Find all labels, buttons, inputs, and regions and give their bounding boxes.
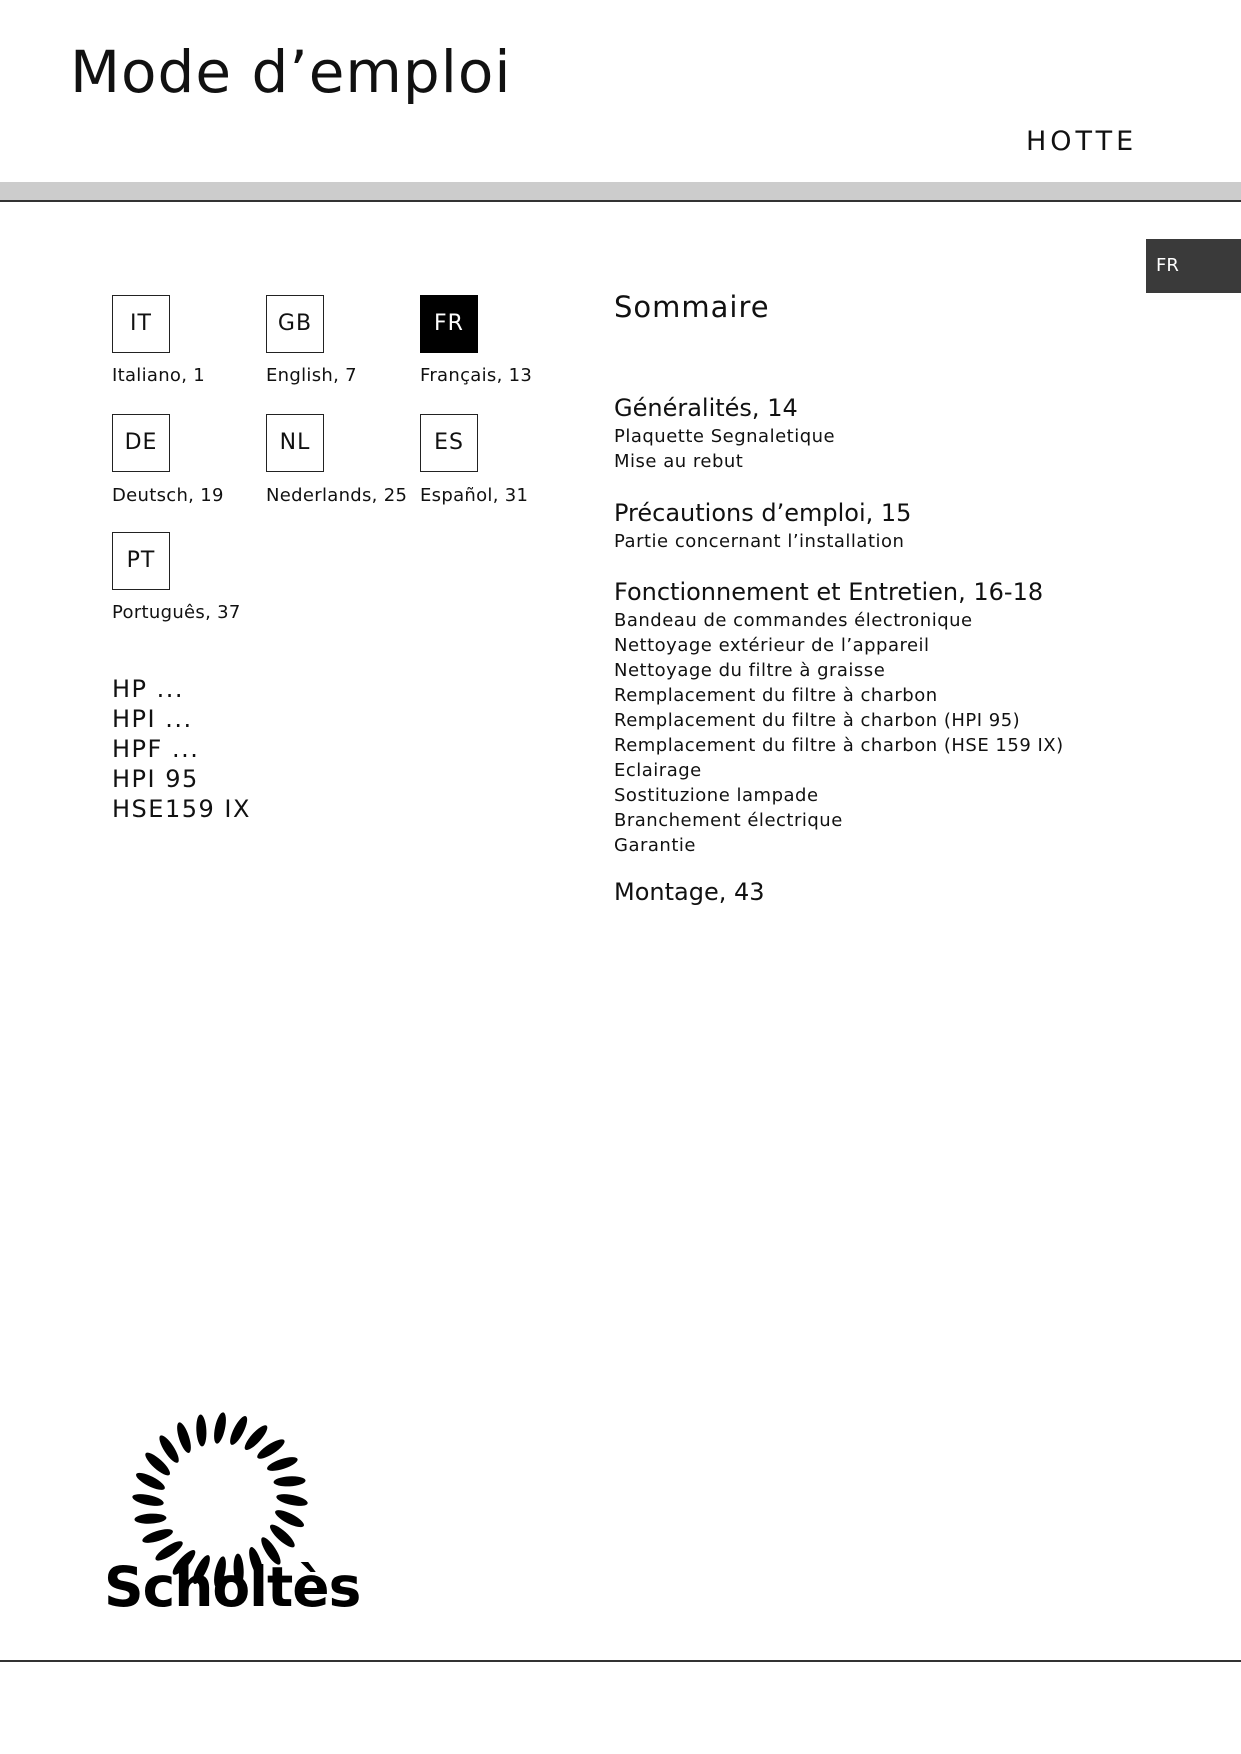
toc-title: Sommaire <box>614 290 770 324</box>
logo-ray <box>212 1411 228 1444</box>
toc-item[interactable]: Garantie <box>614 835 696 856</box>
logo-ray <box>174 1421 193 1455</box>
toc-section <box>614 576 1174 858</box>
lang-code-es[interactable]: ES <box>420 414 478 472</box>
model-name: HPI 95 <box>112 765 199 793</box>
toc-item[interactable]: Branchement électrique <box>614 810 843 831</box>
footer-rule <box>0 1660 1241 1662</box>
toc-section <box>614 497 1174 554</box>
logo-ray <box>131 1492 164 1508</box>
logo-ray <box>266 1454 300 1473</box>
language-tab: FR <box>1146 239 1241 293</box>
toc-item[interactable]: Nettoyage du filtre à graisse <box>614 660 886 681</box>
lang-code-it[interactable]: IT <box>112 295 170 353</box>
toc-heading[interactable]: Généralités, 14 <box>614 394 798 422</box>
toc-item[interactable]: Bandeau de commandes électronique <box>614 610 973 631</box>
toc-item[interactable]: Remplacement du filtre à charbon (HPI 95) <box>614 710 1021 731</box>
toc-heading[interactable]: Fonctionnement et Entretien, 16-18 <box>614 578 1044 606</box>
lang-code-pt[interactable]: PT <box>112 532 170 590</box>
toc-section <box>614 876 1174 908</box>
header-band <box>0 182 1241 202</box>
lang-code-nl[interactable]: NL <box>266 414 324 472</box>
lang-label-nl: Nederlands, 25 <box>266 485 408 506</box>
toc-item[interactable]: Remplacement du filtre à charbon (HSE 159 IX) <box>614 735 1064 756</box>
toc-item[interactable]: Partie concernant l’installation <box>614 531 905 552</box>
logo-ray <box>196 1414 208 1446</box>
toc-item[interactable]: Mise au rebut <box>614 451 744 472</box>
logo-ray <box>275 1492 308 1508</box>
toc-item[interactable]: Remplacement du filtre à charbon <box>614 685 938 706</box>
lang-code-de[interactable]: DE <box>112 414 170 472</box>
lang-label-gb: English, 7 <box>266 365 357 386</box>
product-type: HOTTE <box>1026 126 1138 157</box>
lang-code-fr[interactable]: FR <box>420 295 478 353</box>
toc-item[interactable]: Sostituzione lampade <box>614 785 819 806</box>
toc-item[interactable]: Nettoyage extérieur de l’appareil <box>614 635 930 656</box>
brand-name: Scholtès <box>104 1555 361 1619</box>
model-name: HPI ... <box>112 705 193 733</box>
lang-label-es: Español, 31 <box>420 485 529 506</box>
toc-item[interactable]: Eclairage <box>614 760 702 781</box>
toc-item[interactable]: Plaquette Segnaletique <box>614 426 836 447</box>
toc-heading[interactable]: Montage, 43 <box>614 878 765 906</box>
logo-ray <box>273 1476 305 1488</box>
lang-code-gb[interactable]: GB <box>266 295 324 353</box>
document-title: Mode d’emploi <box>70 38 512 106</box>
model-name: HSE159 IX <box>112 795 251 823</box>
logo-ray <box>141 1526 175 1545</box>
lang-label-pt: Português, 37 <box>112 602 241 623</box>
lang-label-de: Deutsch, 19 <box>112 485 224 506</box>
toc-heading[interactable]: Précautions d’emploi, 15 <box>614 499 912 527</box>
lang-label-fr: Français, 13 <box>420 365 533 386</box>
model-name: HPF ... <box>112 735 200 763</box>
lang-label-it: Italiano, 1 <box>112 365 206 386</box>
logo-ray <box>134 1513 166 1525</box>
model-name: HP ... <box>112 675 185 703</box>
toc-section <box>614 392 1174 474</box>
